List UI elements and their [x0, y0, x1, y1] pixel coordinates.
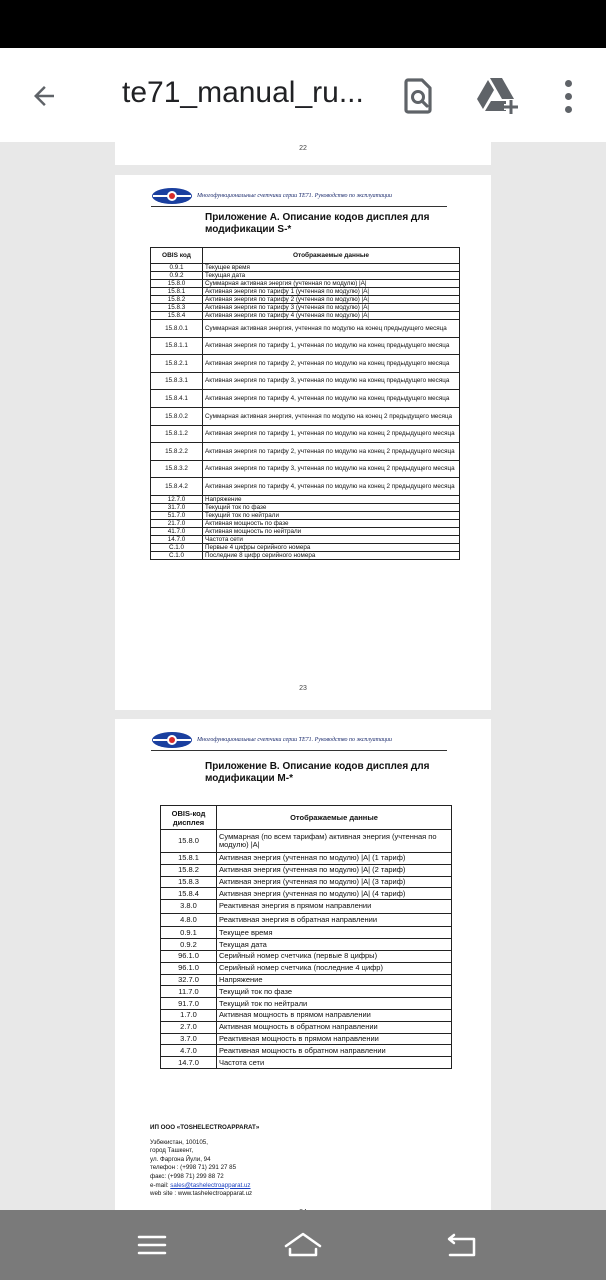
- display-data-cell: Текущая дата: [217, 939, 452, 951]
- obis-code-cell: 15.8.0.1: [151, 320, 203, 338]
- table-row: [161, 974, 452, 986]
- obis-code-cell: 91.7.0: [161, 998, 217, 1010]
- column-header-data: Отображаемые данные: [203, 248, 460, 264]
- display-data-cell: Активная мощность по нейтрали: [203, 527, 460, 535]
- table-row: [161, 962, 452, 974]
- obis-code-cell: 15.8.0: [161, 830, 217, 853]
- display-data-cell: Последние 8 цифр серийного номера: [203, 551, 460, 559]
- table-row: [161, 927, 452, 939]
- obis-code-cell: 15.8.3.1: [151, 372, 203, 390]
- display-data-cell: Активная энергия по тарифу 1, учтенная по модулю на конец предыдущего месяца: [203, 337, 460, 355]
- column-header-data: Отображаемые данные: [217, 806, 452, 830]
- display-data-cell: Активная энергия по тарифу 3 (учтенная по модулю) |A|: [203, 304, 460, 312]
- obis-code-cell: 15.8.1.2: [151, 425, 203, 443]
- obis-code-cell: 15.8.4.2: [151, 478, 203, 496]
- obis-code-cell: 14.7.0: [161, 1057, 217, 1069]
- company-name: ИП ООО «TOSHELECTROAPPARAT»: [150, 1124, 260, 1131]
- obis-code-cell: 21.7.0: [151, 519, 203, 527]
- table-row: [161, 853, 452, 865]
- pdf-page: [115, 132, 491, 165]
- table-row: [161, 939, 452, 951]
- back-icon: [440, 1228, 484, 1262]
- obis-code-cell: 15.8.1: [151, 288, 203, 296]
- table-row: [151, 280, 460, 288]
- table-row: [161, 876, 452, 888]
- display-data-cell: Активная энергия по тарифу 3, учтенная по модулю на конец предыдущего месяца: [203, 372, 460, 390]
- display-data-cell: Текущая дата: [203, 272, 460, 280]
- contact-country: Узбекистан, 100105,: [150, 1138, 208, 1146]
- table-row: [151, 551, 460, 559]
- obis-code-cell: 15.8.0.2: [151, 407, 203, 425]
- display-data-cell: Суммарная активная энергия, учтенная по модулю на конец 2 предыдущего месяца: [203, 407, 460, 425]
- display-data-cell: Серийный номер счетчика (последние 4 цифр): [217, 962, 452, 974]
- table-row: [151, 527, 460, 535]
- display-data-cell: Напряжение: [203, 495, 460, 503]
- table-row: [161, 913, 452, 927]
- app-bar: [0, 48, 606, 142]
- display-data-cell: Текущий ток по нейтрали: [217, 998, 452, 1010]
- obis-code-cell: 15.8.1: [161, 853, 217, 865]
- display-data-cell: Активная энергия по тарифу 2 (учтенная по модулю) |A|: [203, 296, 460, 304]
- table-row: [151, 320, 460, 338]
- display-data-cell: Реактивная энергия в прямом направлении: [217, 900, 452, 914]
- obis-code-cell: 0.9.1: [151, 264, 203, 272]
- display-data-cell: Текущее время: [217, 927, 452, 939]
- obis-code-cell: 96.1.0: [161, 950, 217, 962]
- table-row: [151, 495, 460, 503]
- table-row: [151, 337, 460, 355]
- display-data-cell: Суммарная (по всем тарифам) активная энергия (учтенная по модулю) |A|: [217, 830, 452, 853]
- display-data-cell: Активная энергия по тарифу 1, учтенная по модулю на конец 2 предыдущего месяца: [203, 425, 460, 443]
- status-bar: [0, 0, 606, 48]
- contacts-block: [150, 1124, 259, 1199]
- display-data-cell: Активная мощность по фазе: [203, 519, 460, 527]
- table-row: [161, 1009, 452, 1021]
- display-data-cell: Реактивная мощность в обратном направлении: [217, 1045, 452, 1057]
- obis-code-cell: 15.8.0: [151, 280, 203, 288]
- obis-code-cell: 96.1.0: [161, 962, 217, 974]
- obis-code-cell: 3.8.0: [161, 900, 217, 914]
- table-row: [151, 296, 460, 304]
- obis-code-cell: 0.9.2: [161, 939, 217, 951]
- obis-code-cell: 15.8.2: [161, 864, 217, 876]
- table-row: [151, 478, 460, 496]
- table-row: [161, 900, 452, 914]
- display-data-cell: Текущий ток по нейтрали: [203, 511, 460, 519]
- table-row: [161, 1033, 452, 1045]
- obis-code-cell: 3.7.0: [161, 1033, 217, 1045]
- table-row: [151, 535, 460, 543]
- home-icon: [281, 1228, 325, 1262]
- table-row: [151, 372, 460, 390]
- obis-code-cell: 32.7.0: [161, 974, 217, 986]
- obis-code-cell: 1.7.0: [161, 1009, 217, 1021]
- display-data-cell: Активная энергия по тарифу 4 (учтенная по модулю) |A|: [203, 312, 460, 320]
- table-row: [151, 390, 460, 408]
- more-vert-icon: [565, 106, 572, 113]
- obis-code-cell: 15.8.4: [151, 312, 203, 320]
- display-data-cell: Суммарная активная энергия, учтенная по модулю на конец предыдущего месяца: [203, 320, 460, 338]
- display-data-cell: Реактивная энергия в обратная направлении: [217, 913, 452, 927]
- display-data-cell: Текущий ток по фазе: [217, 986, 452, 998]
- company-logo-icon: [151, 731, 193, 749]
- document-title: te71_manual_ru...: [122, 76, 364, 109]
- nav-back-button[interactable]: [440, 1228, 484, 1262]
- obis-code-cell: 15.8.1.1: [151, 337, 203, 355]
- obis-code-cell: 4.8.0: [161, 913, 217, 927]
- obis-code-cell: 11.7.0: [161, 986, 217, 998]
- table-row: [151, 460, 460, 478]
- table-row: [161, 1021, 452, 1033]
- obis-code-cell: 15.8.2: [151, 296, 203, 304]
- page-header: [151, 185, 447, 207]
- table-row: [151, 511, 460, 519]
- table-row: [151, 443, 460, 461]
- obis-code-cell: 15.8.3.2: [151, 460, 203, 478]
- page-header-text: Многофункциональные счетчики серии ТЕ71. Руководство по эксплуатации: [197, 192, 393, 199]
- pdf-page: [115, 719, 491, 1219]
- appendix-a-title: Приложение А. Описание кодов дисплея для модификации S-*: [205, 212, 430, 235]
- table-row: [151, 503, 460, 511]
- table-row: [161, 950, 452, 962]
- obis-code-cell: 0.9.1: [161, 927, 217, 939]
- contact-web: web site : www.tashelectroapparat.uz: [150, 1190, 253, 1198]
- table-row: [151, 272, 460, 280]
- more-vert-icon: [565, 93, 572, 100]
- obis-code-cell: 14.7.0: [151, 535, 203, 543]
- display-data-cell: Реактивная мощность в прямом направлении: [217, 1033, 452, 1045]
- table-row: [151, 407, 460, 425]
- appendix-b-table: [160, 805, 452, 1069]
- display-data-cell: Напряжение: [217, 974, 452, 986]
- display-data-cell: Суммарная активная энергия (учтенная по модулю) |A|: [203, 280, 460, 288]
- obis-code-cell: 31.7.0: [151, 503, 203, 511]
- display-data-cell: Активная энергия по тарифу 4, учтенная по модулю на конец 2 предыдущего месяца: [203, 478, 460, 496]
- display-data-cell: Активная мощность в прямом направлении: [217, 1009, 452, 1021]
- obis-code-cell: 15.8.2.2: [151, 443, 203, 461]
- appendix-a-table: [150, 247, 460, 560]
- page-header: [151, 729, 447, 751]
- table-row: [151, 288, 460, 296]
- obis-code-cell: 15.8.2.1: [151, 355, 203, 373]
- table-row: [161, 888, 452, 900]
- display-data-cell: Первые 4 цифры серийного номера: [203, 543, 460, 551]
- display-data-cell: Текущий ток по фазе: [203, 503, 460, 511]
- column-header-code: OBIS-код дисплея: [161, 806, 217, 830]
- obis-code-cell: 12.7.0: [151, 495, 203, 503]
- find-in-document-icon: [396, 74, 440, 118]
- table-row: [161, 1045, 452, 1057]
- arrow-back-icon: [29, 81, 59, 111]
- home-button[interactable]: [281, 1228, 325, 1262]
- pdf-page: [115, 175, 491, 710]
- add-to-drive-icon: [474, 74, 522, 118]
- table-row: [161, 864, 452, 876]
- system-navigation-bar: [0, 1210, 606, 1280]
- table-row: [151, 264, 460, 272]
- table-row: [161, 986, 452, 998]
- table-row: [151, 304, 460, 312]
- pdf-viewer[interactable]: [0, 142, 606, 1210]
- more-vert-icon: [565, 80, 572, 87]
- display-data-cell: Активная энергия (учтенная по модулю) |A| (2 тариф): [217, 864, 452, 876]
- display-data-cell: Частота сети: [217, 1057, 452, 1069]
- obis-code-cell: 41.7.0: [151, 527, 203, 535]
- table-row: [151, 312, 460, 320]
- table-row: [151, 519, 460, 527]
- display-data-cell: Активная энергия по тарифу 3, учтенная по модулю на конец 2 предыдущего месяца: [203, 460, 460, 478]
- more-options-button[interactable]: [548, 74, 588, 118]
- contact-street: ул. Фаргона Йули, 94: [150, 1155, 211, 1163]
- display-data-cell: Частота сети: [203, 535, 460, 543]
- contact-city: город Ташкент,: [150, 1147, 194, 1155]
- recent-apps-button[interactable]: [130, 1228, 174, 1262]
- display-data-cell: Активная энергия по тарифу 2, учтенная по модулю на конец предыдущего месяца: [203, 355, 460, 373]
- contact-fax: факс: (+998 71) 299 88 72: [150, 1172, 224, 1180]
- display-data-cell: Активная энергия по тарифу 2, учтенная по модулю на конец 2 предыдущего месяца: [203, 443, 460, 461]
- display-data-cell: Активная энергия (учтенная по модулю) |A| (4 тариф): [217, 888, 452, 900]
- obis-code-cell: 15.8.4.1: [151, 390, 203, 408]
- add-to-drive-button[interactable]: [474, 74, 522, 118]
- table-row: [151, 425, 460, 443]
- obis-code-cell: 2.7.0: [161, 1021, 217, 1033]
- company-logo-icon: [151, 187, 193, 205]
- display-data-cell: Активная энергия (учтенная по модулю) |A| (1 тариф): [217, 853, 452, 865]
- table-row: [161, 998, 452, 1010]
- obis-code-cell: C.1.0: [151, 543, 203, 551]
- obis-code-cell: 4.7.0: [161, 1045, 217, 1057]
- table-row: [161, 1057, 452, 1069]
- column-header-code: OBIS код: [151, 248, 203, 264]
- table-row: [161, 830, 452, 853]
- obis-code-cell: 15.8.4: [161, 888, 217, 900]
- recent-apps-icon: [130, 1228, 174, 1262]
- page-header-text: Многофункциональные счетчики серии ТЕ71. Руководство по эксплуатации: [197, 736, 393, 743]
- display-data-cell: Серийный номер счетчика (первые 8 цифры): [217, 950, 452, 962]
- contact-email-label: e-mail:: [150, 1181, 171, 1189]
- page-number: 22: [299, 145, 307, 152]
- display-data-cell: Активная мощность в обратном направлении: [217, 1021, 452, 1033]
- contact-email-line: [150, 1182, 259, 1191]
- obis-code-cell: 0.9.2: [151, 272, 203, 280]
- contact-phone: телефон : (+998 71) 291 27 85: [150, 1164, 237, 1172]
- contact-email-link[interactable]: sales@tashelectroapparat.uz: [170, 1181, 251, 1189]
- display-data-cell: Активная энергия по тарифу 4, учтенная по модулю на конец предыдущего месяца: [203, 390, 460, 408]
- page-number: 23: [299, 685, 307, 692]
- display-data-cell: Активная энергия (учтенная по модулю) |A| (3 тариф): [217, 876, 452, 888]
- display-data-cell: Текущее время: [203, 264, 460, 272]
- find-in-document-button[interactable]: [396, 74, 440, 118]
- display-data-cell: Активная энергия по тарифу 1 (учтенная по модулю) |A|: [203, 288, 460, 296]
- obis-code-cell: 15.8.3: [151, 304, 203, 312]
- obis-code-cell: 51.7.0: [151, 511, 203, 519]
- obis-code-cell: 15.8.3: [161, 876, 217, 888]
- table-row: [151, 355, 460, 373]
- back-button[interactable]: [22, 74, 66, 118]
- table-row: [151, 543, 460, 551]
- obis-code-cell: C.1.0: [151, 551, 203, 559]
- appendix-b-title: Приложение В. Описание кодов дисплея для модификации М-*: [205, 761, 430, 784]
